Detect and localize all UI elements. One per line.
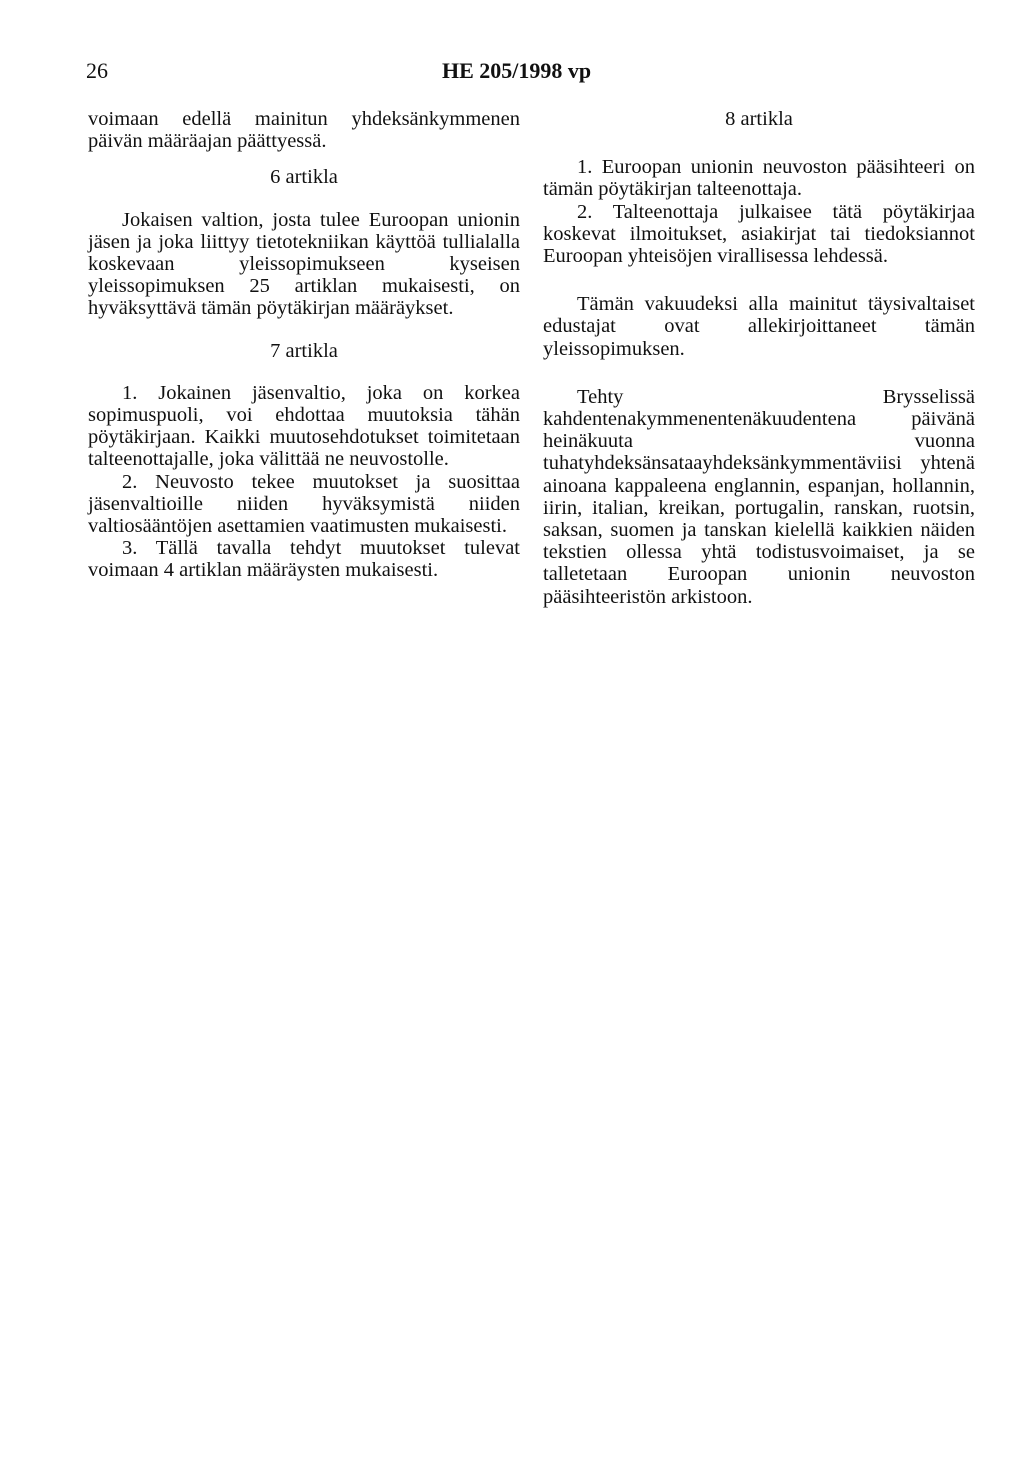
article-6-paragraph: Jokaisen valtion, josta tulee Euroopan unionin jäsen ja joka liittyy tietotekniikan käyttöä tullialalla koskevaan yleissopimukseen kyseisen yleissopimuksen 25 artiklan mukaisesti, on hyväksyttävä tämän pöytäkirjan määräykset. (88, 208, 520, 320)
witness-clause: Tämän vakuudeksi alla mainitut täysivaltaiset edustajat ovat allekirjoittaneet tämän yleissopimuksen. (543, 293, 975, 360)
page-header (86, 58, 946, 88)
article-8-paragraph-1: 1. Euroopan unionin neuvoston pääsihteeri on tämän pöytäkirjan talteenottaja. (543, 156, 975, 201)
article-7-paragraph-3: 3. Tällä tavalla tehdyt muutokset tulevat voimaan 4 artiklan määräysten mukaisesti. (88, 537, 520, 582)
right-column (543, 108, 975, 608)
page-number: 26 (86, 58, 108, 83)
article-7-paragraph-2: 2. Neuvosto tekee muutokset ja suosittaa jäsenvaltioille niiden hyväksymistä niiden valtiosääntöjen asettamien vaatimusten mukaisesti. (88, 470, 520, 538)
article-7-heading: 7 artikla (270, 339, 338, 362)
article-8-paragraph-2: 2. Talteenottaja julkaisee tätä pöytäkirjaa koskevat ilmoitukset, asiakirjat tai tiedoksiannot Euroopan yhteisöjen virallisessa lehdessä. (543, 200, 975, 268)
left-column (88, 108, 520, 582)
done-at-clause: Tehty Brysselissä kahdentenakymmenentenäkuudentena päivänä heinäkuuta vuonna tuhatyhdeksänsataayhdeksänkymmentäviisi yhtenä ainoana kappaleena englannin, espanjan, hollannin, iirin, italian, kreikan, portugalin, ranskan, ruotsin, saksan, suomen ja tanskan kielellä kaikkien näiden tekstien ollessa yhtä todistusvoimaiset, ja se talletetaan Euroopan unionin neuvoston pääsihteeristön arkistoon. (543, 385, 975, 608)
article-8-heading: 8 artikla (725, 108, 793, 130)
intro-paragraph: voimaan edellä mainitun yhdeksänkymmenen päivän määräajan päättyessä. (88, 108, 520, 153)
article-7-paragraph-1: 1. Jokainen jäsenvaltio, joka on korkea sopimuspuoli, voi ehdottaa muutoksia tähän pöytäkirjaan. Kaikki muutosehdotukset toimitetaan talteenottajalle, joka välittää ne neuvostolle. (88, 381, 520, 471)
article-6-heading: 6 artikla (270, 166, 338, 189)
running-head: HE 205/1998 vp (442, 58, 592, 83)
